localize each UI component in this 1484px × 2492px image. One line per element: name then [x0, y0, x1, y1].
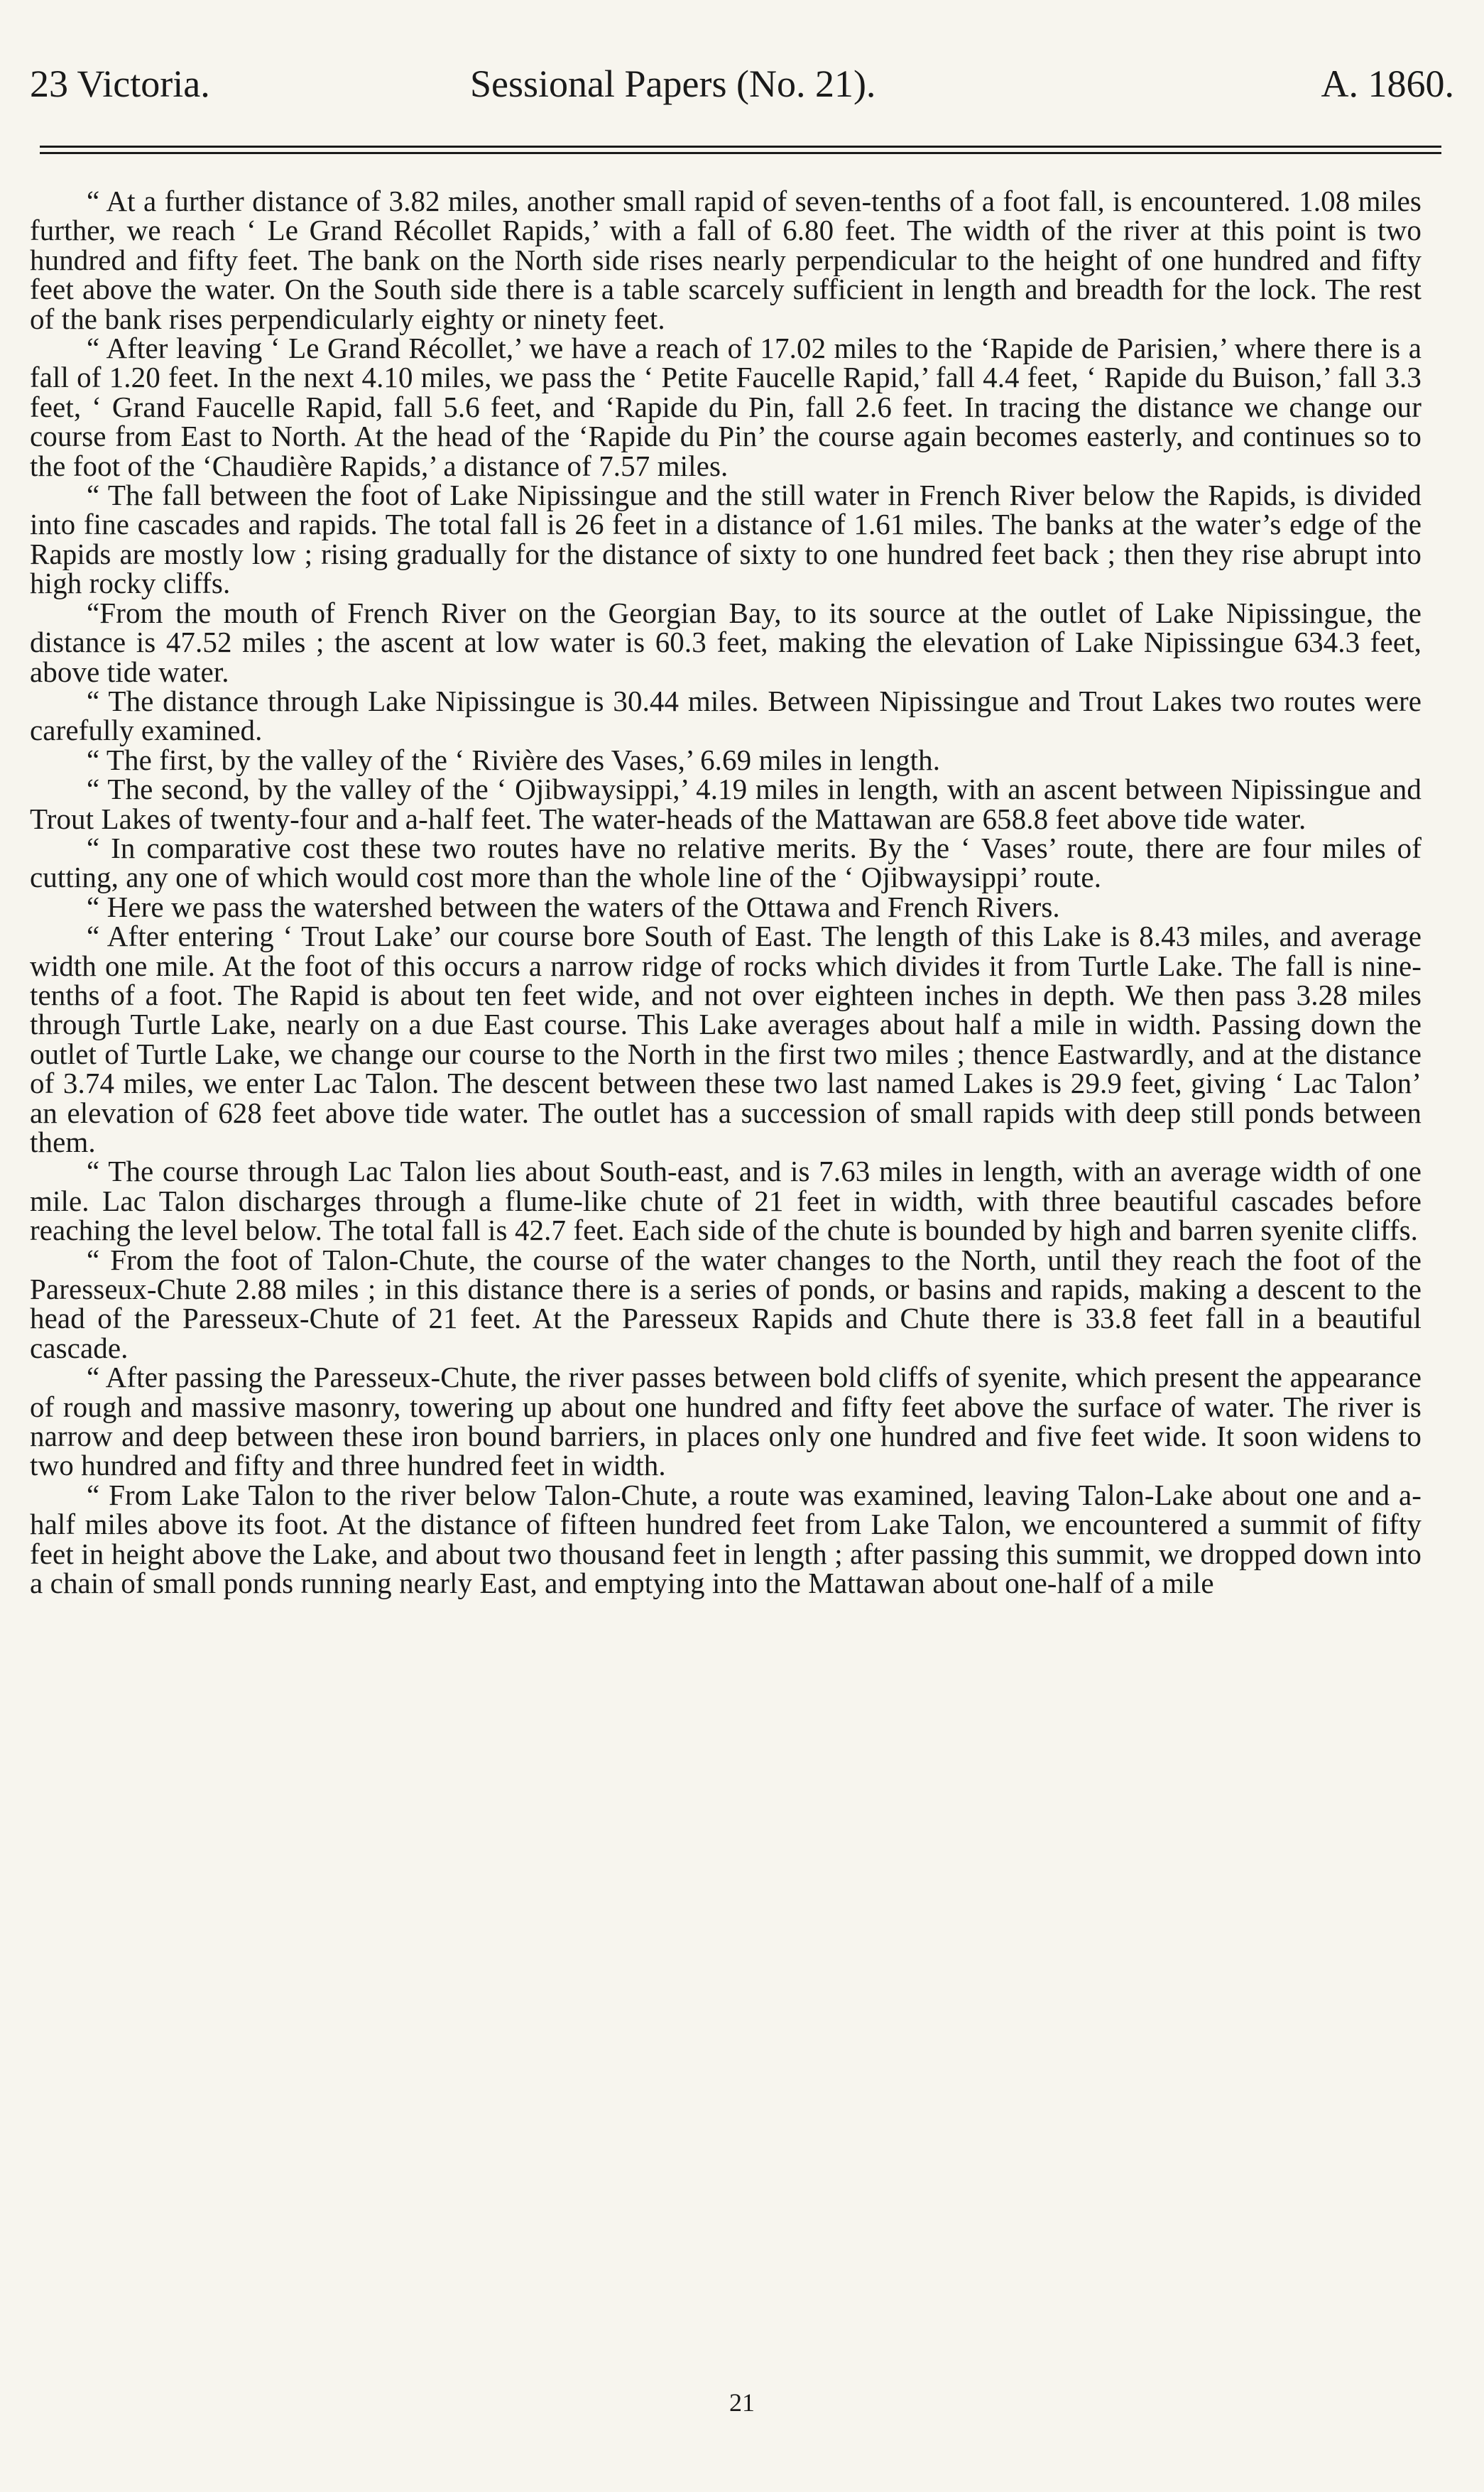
header-year: A. 1860.: [1321, 62, 1454, 105]
running-header: [30, 55, 1454, 112]
paragraph: “ Here we pass the watershed between the waters of the Ottawa and French Rivers.: [87, 890, 1060, 923]
header-session: 23 Victoria.: [30, 62, 210, 105]
header-rule-bottom: [40, 152, 1441, 154]
paragraph: “ The second, by the valley of the ‘ Ojibwaysippi,’ 4.19 miles in length, with an ascent between Nipissingue and Trout Lakes of twenty-four and a-half feet. The water-heads of the Mattawan are 658.8 feet above tide water.: [30, 773, 1422, 835]
header-title: Sessional Papers (No. 21).: [470, 62, 876, 105]
paragraph: “ The fall between the foot of Lake Nipissingue and the still water in French River below the Rapids, is divided into fine cascades and rapids. The total fall is 26 feet in a distance of 1.61 miles. The banks at the water’s edge of the Rapids are mostly low ; rising gradually for the distance of sixty to one hundred feet back ; then they rise abrupt into high rocky cliffs.: [30, 479, 1422, 600]
header-rule-top: [40, 146, 1441, 148]
paragraph: “ At a further distance of 3.82 miles, another small rapid of seven-tenths of a foot fall, is encountered. 1.08 miles further, we reach ‘ Le Grand Récollet Rapids,’ with a fall of 6.80 feet. The width of the river at this point is two hundred and fifty feet. The bank on the North side rises nearly perpendicular to the height of one hundred and fifty feet above the water. On the South side there is a table scarcely sufficient in length and breadth for the lock. The rest of the bank rises perpendicularly eighty or ninety feet.: [30, 185, 1422, 335]
paragraph: “ After passing the Paresseux-Chute, the river passes between bold cliffs of syenite, which present the appearance of rough and massive masonry, towering up about one hundred and fifty feet above the surface of water. The river is narrow and deep between these iron bound barriers, in places only one hundred and five feet wide. It soon widens to two hundred and fifty and three hundred feet in width.: [30, 1361, 1422, 1482]
paragraph: “ From Lake Talon to the river below Talon-Chute, a route was examined, leaving Talon-Lake about one and a-half miles above its foot. At the distance of fifteen hundred feet from Lake Talon, we encountered a summit of fifty feet in height above the Lake, and about two thousand feet in length ; after passing this summit, we dropped down into a chain of small ponds running nearly East, and emptying into the Mattawan about one-half of a mile: [30, 1478, 1422, 1600]
paragraph: “ The distance through Lake Nipissingue is 30.44 miles. Between Nipissingue and Trout Lakes two routes were carefully examined.: [30, 684, 1422, 747]
paragraph: “ After leaving ‘ Le Grand Récollet,’ we have a reach of 17.02 miles to the ‘Rapide de Parisien,’ where there is a fall of 1.20 feet. In the next 4.10 miles, we pass the ‘ Petite Faucelle Rapid,’ fall 4.4 feet, ‘ Rapide du Buison,’ fall 3.3 feet, ‘ Grand Faucelle Rapid, fall 5.6 feet, and ‘Rapide du Pin, fall 2.6 feet. In tracing the distance we change our course from East to North. At the head of the ‘Rapide du Pin’ the course again becomes easterly, and continues so to the foot of the ‘Chaudière Rapids,’ a distance of 7.57 miles.: [30, 332, 1422, 482]
paragraph: “ In comparative cost these two routes have no relative merits. By the ‘ Vases’ route, there are four miles of cutting, any one of which would cost more than the whole line of the ‘ Ojibwaysippi’ route.: [30, 831, 1422, 894]
body-text: [30, 187, 1422, 1599]
paragraph: “ The first, by the valley of the ‘ Rivière des Vases,’ 6.69 miles in length.: [87, 743, 941, 776]
paragraph: “ From the foot of Talon-Chute, the course of the water changes to the North, until they reach the foot of the Paresseux-Chute 2.88 miles ; in this distance there is a series of ponds, or basins and rapids, making a descent to the head of the Paresseux-Chute of 21 feet. At the Paresseux Rapids and Chute there is 33.8 feet fall in a beautiful cascade.: [30, 1243, 1422, 1364]
paragraph: “ The course through Lac Talon lies about South-east, and is 7.63 miles in length, with an average width of one mile. Lac Talon discharges through a flume-like chute of 21 feet in width, with three beautiful cascades before reaching the level below. The total fall is 42.7 feet. Each side of the chute is bounded by high and barren syenite cliffs.: [30, 1155, 1422, 1247]
page-number: 21: [729, 2388, 755, 2417]
paragraph: “From the mouth of French River on the Georgian Bay, to its source at the outlet of Lake Nipissingue, the distance is 47.52 miles ; the ascent at low water is 60.3 feet, making the elevation of Lake Nipissingue 634.3 feet, above tide water.: [30, 596, 1422, 688]
paragraph: “ After entering ‘ Trout Lake’ our course bore South of East. The length of this Lake is 8.43 miles, and average width one mile. At the foot of this occurs a narrow ridge of rocks which divides it from Turtle Lake. The fall is nine-tenths of a foot. The Rapid is about ten feet wide, and not over eighteen inches in depth. We then pass 3.28 miles through Turtle Lake, nearly on a due East course. This Lake averages about half a mile in width. Passing down the outlet of Turtle Lake, we change our course to the North in the first two miles ; thence Eastwardly, and at the distance of 3.74 miles, we enter Lac Talon. The descent between these two last named Lakes is 29.9 feet, giving ‘ Lac Talon’ an elevation of 628 feet above tide water. The outlet has a succession of small rapids with deep still ponds between them.: [30, 920, 1422, 1158]
